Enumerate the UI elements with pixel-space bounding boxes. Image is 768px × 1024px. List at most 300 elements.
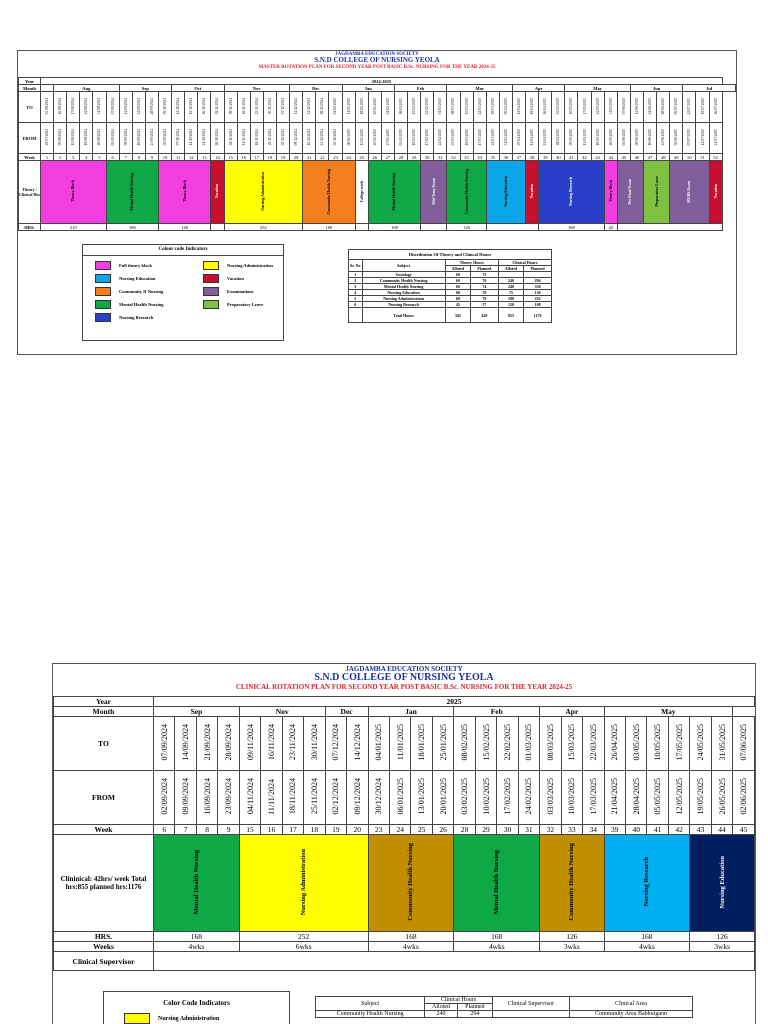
rotation-block-label: Mental Health Nursing xyxy=(192,849,200,915)
date-cell xyxy=(583,717,604,771)
date-cell xyxy=(237,92,250,123)
week-cell: 29 xyxy=(475,825,496,835)
master-distribution-table xyxy=(348,259,552,323)
week-cell: 40 xyxy=(625,825,646,835)
date-text: 18/11/2024 xyxy=(288,778,298,815)
date-cell xyxy=(644,123,657,154)
legend-item xyxy=(95,261,203,270)
rotation-block-label: Community Health Nursing xyxy=(326,168,331,215)
dist-cell: 73 xyxy=(470,272,498,278)
date-text: 02/12/2024 xyxy=(281,129,286,146)
date-cell xyxy=(41,123,54,154)
duration-cell: 4wks xyxy=(604,942,690,952)
week-cell: 42 xyxy=(578,154,591,161)
duration-cell: 4wks xyxy=(154,942,240,952)
date-cell xyxy=(93,123,106,154)
date-cell xyxy=(261,717,282,771)
rotation-block-label: Theory Block xyxy=(71,180,76,203)
date-cell xyxy=(540,717,561,771)
date-text: 05/05/2025 xyxy=(569,129,574,146)
clinical-table-cell: Community Health Nursing xyxy=(316,1011,425,1018)
rotation-block-label: Vacation xyxy=(530,184,535,199)
month-cell: Jun xyxy=(630,85,682,92)
dist-subheader: Planned xyxy=(524,266,552,272)
master-header xyxy=(18,51,736,77)
date-text: 14/06/2025 xyxy=(634,98,639,115)
supervisor-cell xyxy=(154,952,755,971)
date-text: 23/09/2024 xyxy=(149,129,154,146)
date-text: 04/11/2024 xyxy=(245,778,255,815)
date-text: 25/01/2025 xyxy=(372,98,377,115)
month-cell: Aug xyxy=(54,85,120,92)
master-college: S.N.D COLLEGE OF NURSING YEOLA xyxy=(314,56,440,65)
week-cell: 6 xyxy=(106,154,119,161)
date-text: 03/03/2025 xyxy=(451,129,456,146)
date-cell xyxy=(709,92,722,123)
legend-swatch xyxy=(95,274,111,283)
date-cell xyxy=(368,717,389,771)
date-text: 17/02/2025 xyxy=(502,778,512,815)
master-dist-title: Distribution Of Theory and Clinical Hours xyxy=(348,249,552,259)
date-text: 30/12/2024 xyxy=(374,778,384,815)
rotation-block xyxy=(539,161,605,224)
dist-cell: 75 xyxy=(498,290,523,296)
week-cell: 46 xyxy=(630,154,643,161)
dist-cell: 60 xyxy=(445,272,470,278)
date-cell xyxy=(518,771,539,825)
week-cell: 39 xyxy=(539,154,552,161)
date-text: 12/05/2025 xyxy=(674,778,684,815)
dist-cell: 120 xyxy=(498,302,523,308)
date-cell xyxy=(690,771,711,825)
date-text: 22/02/2025 xyxy=(425,98,430,115)
dist-cell: Nursing Education xyxy=(362,290,445,296)
hours-cell: 126 xyxy=(540,932,604,942)
date-cell xyxy=(696,92,709,123)
date-text: 28/09/2024 xyxy=(149,98,154,115)
date-cell xyxy=(355,92,368,123)
rotation-block-label: Pre Final Exam xyxy=(628,178,633,205)
date-text: 03/02/2025 xyxy=(460,778,470,815)
legend-label: Nursing Research xyxy=(119,315,154,320)
week-cell: 3 xyxy=(67,154,80,161)
week-cell: 28 xyxy=(454,825,475,835)
date-text: 14/04/2025 xyxy=(530,129,535,146)
master-row-label: Week xyxy=(19,154,41,161)
date-cell xyxy=(342,123,355,154)
date-text: 25/01/2025 xyxy=(438,724,448,761)
rotation-block-label: Mental Health Nursing xyxy=(130,172,135,211)
date-text: 17/05/2025 xyxy=(674,724,684,761)
date-text: 26/04/2025 xyxy=(610,724,620,761)
date-text: 25/11/2024 xyxy=(309,778,319,815)
dist-header: Subject xyxy=(362,260,445,272)
rotation-block xyxy=(617,161,643,224)
week-cell: 37 xyxy=(512,154,525,161)
master-rotation-plan xyxy=(17,50,737,355)
date-text: 01/03/2025 xyxy=(524,724,534,761)
clinical-row-label: Clinical Supervisor xyxy=(54,952,154,971)
date-cell xyxy=(54,92,67,123)
hours-cell: 252 xyxy=(239,932,368,942)
date-text: 06/01/2025 xyxy=(395,778,405,815)
date-text: 07/10/2024 xyxy=(176,129,181,146)
dist-cell: 74 xyxy=(470,284,498,290)
month-cell: Sep xyxy=(119,85,171,92)
week-cell: 19 xyxy=(325,825,346,835)
hours-cell: 168 xyxy=(106,224,158,231)
date-text: 14/12/2024 xyxy=(294,98,299,115)
date-text: 03/05/2025 xyxy=(631,724,641,761)
date-cell xyxy=(733,717,755,771)
date-cell xyxy=(434,92,447,123)
dist-cell: 60 xyxy=(445,284,470,290)
date-cell xyxy=(647,717,668,771)
date-cell xyxy=(591,92,604,123)
month-cell: Oct xyxy=(172,85,224,92)
date-cell xyxy=(106,92,119,123)
week-cell: 8 xyxy=(196,825,217,835)
date-cell xyxy=(394,123,407,154)
week-cell: 4 xyxy=(80,154,93,161)
date-text: 12/04/2025 xyxy=(516,98,521,115)
date-cell xyxy=(175,771,196,825)
month-cell: Feb xyxy=(394,85,446,92)
week-cell: 52 xyxy=(709,154,722,161)
dist-subheader: Alloted xyxy=(445,266,470,272)
date-text: 21/07/2025 xyxy=(713,129,718,146)
date-cell xyxy=(347,717,368,771)
date-cell xyxy=(211,92,224,123)
clinical-rotation-grid xyxy=(53,696,755,971)
date-cell xyxy=(158,92,171,123)
date-cell xyxy=(432,771,453,825)
week-cell: 19 xyxy=(276,154,289,161)
clinical-table-subheader: Planned xyxy=(457,1004,492,1011)
rotation-block-label: Nursing Research xyxy=(643,857,651,907)
date-text: 01/03/2025 xyxy=(438,98,443,115)
legend-swatch xyxy=(95,287,111,296)
clinical-row-label: Weeks xyxy=(54,942,154,952)
dist-total-cell: 420 xyxy=(470,308,498,323)
week-cell: 42 xyxy=(668,825,689,835)
rotation-block xyxy=(421,161,447,224)
dist-cell: 240 xyxy=(498,278,523,284)
legend-item xyxy=(203,287,293,296)
master-row-label: TO xyxy=(19,92,41,123)
clinical-year-value: 2025 xyxy=(154,697,755,707)
date-text: 27/01/2025 xyxy=(385,129,390,146)
master-row-label: Year xyxy=(19,78,41,85)
hours-cell: 210 xyxy=(41,224,107,231)
date-text: 28/10/2024 xyxy=(215,129,220,146)
date-cell xyxy=(154,717,175,771)
dist-cell: 60 xyxy=(445,278,470,284)
dist-cell: Community Health Nursing xyxy=(362,278,445,284)
hours-cell: 252 xyxy=(224,224,303,231)
week-cell: 16 xyxy=(237,154,250,161)
date-cell xyxy=(630,92,643,123)
date-text: 10/03/2025 xyxy=(567,778,577,815)
dist-header: Clinical Hours xyxy=(498,260,551,266)
week-cell: 18 xyxy=(304,825,325,835)
date-text: 16/09/2024 xyxy=(202,778,212,815)
date-cell xyxy=(368,92,381,123)
date-text: 05/07/2025 xyxy=(674,98,679,115)
date-text: 05/04/2025 xyxy=(503,98,508,115)
date-cell xyxy=(263,92,276,123)
dist-cell: 60 xyxy=(445,290,470,296)
date-text: 30/11/2024 xyxy=(267,98,272,115)
week-cell: 49 xyxy=(670,154,683,161)
hours-cell: 168 xyxy=(368,932,454,942)
rotation-block xyxy=(368,161,420,224)
rotation-block xyxy=(41,161,107,224)
clinical-row-label: Clininical: 42hrs/ week Total hrs:855 planned hrs:1176 xyxy=(54,835,154,932)
date-cell xyxy=(276,92,289,123)
date-cell xyxy=(389,717,410,771)
week-cell: 12 xyxy=(185,154,198,161)
dist-cell: 126 xyxy=(524,290,552,296)
date-cell xyxy=(119,123,132,154)
date-text: 03/03/2025 xyxy=(545,778,555,815)
date-text: 09/09/2024 xyxy=(123,129,128,146)
dist-total-cell: Total Hours xyxy=(362,308,445,323)
date-text: 28/04/2025 xyxy=(631,778,641,815)
date-text: 24/08/2024 xyxy=(84,98,89,115)
month-cell: Jul xyxy=(683,85,736,92)
rotation-block xyxy=(670,161,709,224)
dist-cell: 76 xyxy=(470,278,498,284)
week-cell: 15 xyxy=(224,154,237,161)
date-cell xyxy=(304,717,325,771)
date-cell xyxy=(172,92,185,123)
date-text: 30/12/2024 xyxy=(333,129,338,146)
legend-label: Mental Health Nursing xyxy=(119,302,164,307)
date-text: 07/12/2024 xyxy=(281,98,286,115)
rotation-block-label: Community Health Nursing xyxy=(464,168,469,215)
date-text: 23/06/2025 xyxy=(661,129,666,146)
week-cell: 17 xyxy=(282,825,303,835)
date-cell xyxy=(106,123,119,154)
date-cell xyxy=(250,92,263,123)
hours-cell: 168 xyxy=(303,224,355,231)
date-text: 20/01/2025 xyxy=(372,129,377,146)
date-text: 19/07/2025 xyxy=(700,98,705,115)
date-cell xyxy=(711,771,732,825)
week-cell: 26 xyxy=(432,825,453,835)
legend-swatch xyxy=(95,300,111,309)
week-cell: 47 xyxy=(644,154,657,161)
hours-cell: 168 xyxy=(454,932,540,942)
date-cell xyxy=(211,123,224,154)
dist-header: Theory Hours xyxy=(445,260,498,266)
clinical-college: S.N.D COLLEGE OF NURSING YEOLA xyxy=(314,672,494,684)
clinical-table-cell: 240 xyxy=(425,1011,458,1018)
week-cell: 29 xyxy=(408,154,421,161)
date-cell xyxy=(630,123,643,154)
date-cell xyxy=(539,92,552,123)
week-cell: 18 xyxy=(263,154,276,161)
rotation-block-label: College week xyxy=(359,180,364,203)
date-cell xyxy=(368,771,389,825)
date-text: 31/03/2025 xyxy=(503,129,508,146)
week-cell: 1 xyxy=(41,154,54,161)
date-cell xyxy=(657,92,670,123)
date-text: 09/11/2024 xyxy=(245,724,255,761)
week-cell: 9 xyxy=(145,154,158,161)
date-cell xyxy=(473,92,486,123)
date-cell xyxy=(394,92,407,123)
clinical-table-header: Clinical Supervisor xyxy=(492,997,569,1011)
date-text: 03/02/2025 xyxy=(399,129,403,146)
date-text: 15/03/2025 xyxy=(464,98,469,115)
date-cell xyxy=(282,717,303,771)
master-title: MASTER ROTATION PLAN FOR SECOND YEAR POST BASIC B.Sc. NURSING FOR THE YEAR 2024-25 xyxy=(258,64,496,70)
week-cell: 34 xyxy=(583,825,604,835)
date-text: 28/06/2025 xyxy=(661,98,666,115)
date-cell xyxy=(486,92,499,123)
date-text: 26/05/2025 xyxy=(717,778,727,815)
date-text: 14/09/2024 xyxy=(123,98,128,115)
hours-cell xyxy=(617,224,722,231)
rotation-block xyxy=(355,161,368,224)
legend-swatch xyxy=(203,261,219,270)
dist-cell: 4 xyxy=(349,290,363,296)
date-text: 08/03/2025 xyxy=(451,98,456,115)
rotation-block-label: Nursing Education xyxy=(718,855,726,909)
date-text: 19/04/2025 xyxy=(530,98,535,115)
date-cell xyxy=(67,123,80,154)
date-cell xyxy=(316,92,329,123)
rotation-block xyxy=(540,835,604,932)
rotation-block xyxy=(644,161,670,224)
date-cell xyxy=(617,92,630,123)
date-text: 22/03/2025 xyxy=(588,724,598,761)
rotation-block xyxy=(224,161,303,224)
hours-cell xyxy=(355,224,368,231)
week-cell: 25 xyxy=(355,154,368,161)
date-cell xyxy=(172,123,185,154)
legend-swatch xyxy=(203,300,219,309)
date-cell xyxy=(261,771,282,825)
clinical-legend-title: Color Code Indicators xyxy=(163,999,230,1007)
date-text: 24/03/2025 xyxy=(490,129,495,146)
month-cell: Jan xyxy=(342,85,394,92)
date-cell xyxy=(432,717,453,771)
week-cell: 2 xyxy=(54,154,67,161)
date-text: 28/09/2024 xyxy=(224,724,234,761)
date-text: 11/11/2024 xyxy=(241,129,246,146)
date-text: 05/10/2024 xyxy=(163,98,168,115)
rotation-block xyxy=(211,161,224,224)
month-cell: Nov xyxy=(239,707,325,717)
hours-cell: 42 xyxy=(604,224,617,231)
date-cell xyxy=(237,123,250,154)
hours-cell xyxy=(486,224,538,231)
legend-swatch xyxy=(95,261,111,270)
date-text: 21/09/2024 xyxy=(136,98,141,115)
date-cell xyxy=(239,717,260,771)
master-society: JAGDAMBA EDUCATION SOCIETY xyxy=(335,52,419,57)
rotation-block-label: Nursing Administration xyxy=(300,848,308,916)
date-text: 19/05/2025 xyxy=(696,778,706,815)
date-cell xyxy=(690,717,711,771)
date-cell xyxy=(434,123,447,154)
duration-cell: 3wks xyxy=(690,942,755,952)
date-cell xyxy=(604,92,617,123)
date-cell xyxy=(54,123,67,154)
date-cell xyxy=(670,123,683,154)
date-cell xyxy=(526,92,539,123)
date-cell xyxy=(119,92,132,123)
date-cell xyxy=(93,92,106,123)
week-cell: 31 xyxy=(518,825,539,835)
week-cell: 30 xyxy=(421,154,434,161)
date-text: 09/12/2024 xyxy=(294,129,299,146)
date-cell xyxy=(604,717,625,771)
date-text: 10/05/2025 xyxy=(653,724,663,761)
date-text: 17/02/2025 xyxy=(425,129,430,146)
date-cell xyxy=(683,123,696,154)
dist-cell: 70 xyxy=(470,296,498,302)
rotation-block xyxy=(239,835,368,932)
date-text: 03/08/2024 xyxy=(45,98,50,115)
clinical-table-header: Clinical Hours xyxy=(425,997,493,1004)
date-text: 09/09/2024 xyxy=(181,778,191,815)
date-text: 25/11/2024 xyxy=(267,129,272,146)
date-text: 17/03/2025 xyxy=(477,129,482,146)
legend-item xyxy=(203,261,293,270)
date-cell xyxy=(198,92,211,123)
week-cell: 11 xyxy=(172,154,185,161)
date-text: 01/02/2025 xyxy=(385,98,390,115)
date-cell xyxy=(67,92,80,123)
date-cell xyxy=(454,717,475,771)
date-text: 21/06/2025 xyxy=(648,98,653,115)
date-cell xyxy=(196,717,217,771)
date-text: 02/09/2024 xyxy=(159,778,169,815)
master-row-label: Month xyxy=(19,85,41,92)
legend-swatch xyxy=(124,1013,150,1024)
date-text: 19/10/2024 xyxy=(189,98,194,115)
clinical-legend xyxy=(103,991,290,1024)
date-text: 17/05/2025 xyxy=(582,98,587,115)
date-cell xyxy=(497,717,518,771)
date-cell xyxy=(733,771,755,825)
date-cell xyxy=(145,123,158,154)
date-text: 23/11/2024 xyxy=(254,98,259,115)
date-text: 15/03/2025 xyxy=(567,724,577,761)
week-cell: 43 xyxy=(690,825,711,835)
date-text: 06/01/2025 xyxy=(346,129,351,146)
master-row-label: HRS. xyxy=(19,224,41,231)
date-text: 16/12/2024 xyxy=(307,129,312,146)
date-text: 05/08/2024 xyxy=(58,129,63,146)
date-cell xyxy=(290,123,303,154)
rotation-block-label: Nursing Research xyxy=(569,177,574,206)
master-legend-title: Colour code Indicators xyxy=(83,245,283,256)
date-cell xyxy=(540,771,561,825)
dist-cell: Mental Health Nursing xyxy=(362,284,445,290)
hours-cell: 126 xyxy=(447,224,486,231)
week-cell: 10 xyxy=(158,154,171,161)
date-cell xyxy=(381,92,394,123)
month-cell: May xyxy=(604,707,733,717)
rotation-block xyxy=(604,835,690,932)
date-text: 04/11/2024 xyxy=(228,129,233,146)
date-text: 10/02/2025 xyxy=(481,778,491,815)
